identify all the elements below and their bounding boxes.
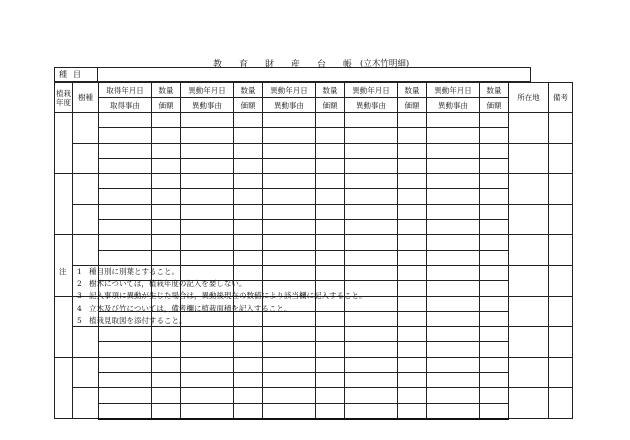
cell-suryo[interactable]: [152, 357, 181, 372]
cell-kagaku[interactable]: [152, 128, 181, 143]
note-text: 植栽見取図を添付すること。: [89, 315, 187, 325]
ledger-table: [54, 82, 573, 420]
table-row: [55, 250, 573, 265]
cell-date[interactable]: [345, 143, 398, 158]
cell-reason[interactable]: [345, 342, 398, 357]
note-text: 種目別に別葉とすること。: [89, 267, 179, 276]
cell-suryo[interactable]: [234, 235, 263, 250]
cell-kagaku[interactable]: [152, 220, 181, 235]
cell-suryo[interactable]: [316, 235, 345, 250]
header-ido-reason-3: 異動事由: [345, 98, 398, 113]
cell-shozaichi[interactable]: [509, 327, 549, 358]
cell-reason[interactable]: [345, 220, 398, 235]
cell-suryo[interactable]: [398, 174, 427, 189]
cell-suryo[interactable]: [234, 143, 263, 158]
header-row-2: [55, 98, 573, 113]
cell-kagaku[interactable]: [480, 403, 509, 419]
header-row-1: [55, 83, 573, 98]
cell-reason[interactable]: [181, 128, 234, 143]
note-num: 5: [77, 315, 82, 325]
cell-reason[interactable]: [345, 403, 398, 419]
note-text: 記入事項に異動が生じた場合は，異動後現在の数値により該当欄に記入すること。: [89, 291, 367, 301]
table-row: [55, 373, 573, 388]
cell-suryo[interactable]: [152, 174, 181, 189]
cell-date[interactable]: [181, 113, 234, 128]
header-suryo-1: 数量: [152, 83, 181, 98]
cell-date[interactable]: [99, 235, 152, 250]
cell-shozaichi[interactable]: [509, 204, 549, 235]
cell-biko[interactable]: [549, 296, 573, 327]
cell-shozaichi[interactable]: [509, 388, 549, 419]
cell-reason[interactable]: [427, 189, 480, 204]
cell-kagaku[interactable]: [398, 250, 427, 265]
cell-shozaichi[interactable]: [509, 235, 549, 266]
cell-reason[interactable]: [427, 128, 480, 143]
note-text: 樹木については，植栽年度の記入を要しない。: [89, 279, 247, 289]
cell-shokusai-nendo[interactable]: [55, 174, 73, 235]
cell-date[interactable]: [99, 143, 152, 158]
cell-date[interactable]: [427, 113, 480, 128]
cell-reason[interactable]: [345, 128, 398, 143]
cell-suryo[interactable]: [398, 388, 427, 403]
cell-suryo[interactable]: [152, 235, 181, 250]
cell-reason[interactable]: [99, 189, 152, 204]
cell-kagaku[interactable]: [152, 158, 181, 173]
cell-suryo[interactable]: [234, 174, 263, 189]
cell-kagaku[interactable]: [234, 373, 263, 388]
cell-suryo[interactable]: [316, 143, 345, 158]
cell-biko[interactable]: [549, 357, 573, 388]
note-item: [59, 315, 367, 327]
cell-biko[interactable]: [549, 174, 573, 205]
cell-kagaku[interactable]: [480, 342, 509, 357]
cell-suryo[interactable]: [152, 388, 181, 403]
cell-suryo[interactable]: [152, 143, 181, 158]
cell-kagaku[interactable]: [316, 342, 345, 357]
cell-date[interactable]: [263, 327, 316, 342]
cell-reason[interactable]: [99, 373, 152, 388]
cell-suryo[interactable]: [234, 388, 263, 403]
cell-reason[interactable]: [263, 189, 316, 204]
cell-suryo[interactable]: [480, 296, 509, 311]
note-num: 1: [77, 267, 82, 276]
cell-date[interactable]: [345, 174, 398, 189]
table-row: [55, 342, 573, 357]
cell-shozaichi[interactable]: [509, 357, 549, 388]
cell-kagaku[interactable]: [152, 403, 181, 419]
cell-jushu[interactable]: [73, 327, 99, 358]
cell-date[interactable]: [345, 388, 398, 403]
cell-date[interactable]: [427, 174, 480, 189]
cell-kagaku[interactable]: [316, 158, 345, 173]
table-row: [55, 388, 573, 403]
cell-suryo[interactable]: [398, 265, 427, 280]
cell-jushu[interactable]: [73, 357, 99, 388]
cell-reason[interactable]: [99, 342, 152, 357]
note-lead: 注: [59, 267, 67, 276]
cell-date[interactable]: [427, 357, 480, 372]
cell-shokusai-nendo[interactable]: [55, 113, 73, 174]
cell-kagaku[interactable]: [480, 128, 509, 143]
cell-reason[interactable]: [427, 342, 480, 357]
cell-reason[interactable]: [345, 158, 398, 173]
cell-date[interactable]: [427, 296, 480, 311]
cell-biko[interactable]: [549, 388, 573, 419]
cell-suryo[interactable]: [398, 357, 427, 372]
header-biko: 備考: [549, 83, 573, 113]
cell-reason[interactable]: [181, 403, 234, 419]
cell-suryo[interactable]: [152, 327, 181, 342]
cell-reason[interactable]: [181, 220, 234, 235]
cell-date[interactable]: [263, 388, 316, 403]
cell-biko[interactable]: [549, 143, 573, 174]
cell-reason[interactable]: [99, 250, 152, 265]
cell-kagaku[interactable]: [398, 342, 427, 357]
cell-kagaku[interactable]: [316, 128, 345, 143]
cell-kagaku[interactable]: [234, 403, 263, 419]
cell-reason[interactable]: [345, 373, 398, 388]
cell-date[interactable]: [427, 204, 480, 219]
cell-kagaku[interactable]: [234, 342, 263, 357]
cell-reason[interactable]: [427, 311, 480, 326]
cell-kagaku[interactable]: [316, 220, 345, 235]
cell-jushu[interactable]: [73, 143, 99, 174]
cell-suryo[interactable]: [398, 204, 427, 219]
cell-suryo[interactable]: [480, 265, 509, 280]
cell-date[interactable]: [345, 235, 398, 250]
cell-reason[interactable]: [181, 373, 234, 388]
header-ido-date-2: 異動年月日: [263, 83, 316, 98]
cell-kagaku[interactable]: [152, 189, 181, 204]
table-row: [55, 143, 573, 158]
shumoku-label: 種目: [54, 67, 97, 82]
cell-biko[interactable]: [549, 327, 573, 358]
header-jushu: 樹種: [73, 83, 99, 113]
cell-kagaku[interactable]: [316, 189, 345, 204]
shumoku-value-field[interactable]: [97, 67, 531, 82]
cell-date[interactable]: [181, 357, 234, 372]
cell-kagaku[interactable]: [234, 128, 263, 143]
table-row: [55, 158, 573, 173]
cell-date[interactable]: [181, 174, 234, 189]
cell-kagaku[interactable]: [152, 373, 181, 388]
header-ido-date-1: 異動年月日: [181, 83, 234, 98]
note-item: [59, 290, 367, 302]
header-shutoku-reason: 取得事由: [99, 98, 152, 113]
cell-date[interactable]: [99, 174, 152, 189]
cell-kagaku[interactable]: [398, 373, 427, 388]
table-row: [55, 235, 573, 250]
cell-reason[interactable]: [427, 281, 480, 296]
header-suryo-5: 数量: [480, 83, 509, 98]
cell-reason[interactable]: [427, 403, 480, 419]
table-row: [55, 174, 573, 189]
cell-jushu[interactable]: [73, 204, 99, 235]
cell-biko[interactable]: [549, 235, 573, 266]
cell-suryo[interactable]: [480, 235, 509, 250]
cell-kagaku[interactable]: [234, 220, 263, 235]
cell-kagaku[interactable]: [480, 281, 509, 296]
cell-date[interactable]: [345, 327, 398, 342]
cell-kagaku[interactable]: [398, 220, 427, 235]
cell-date[interactable]: [181, 327, 234, 342]
cell-suryo[interactable]: [152, 204, 181, 219]
cell-suryo[interactable]: [234, 113, 263, 128]
cell-suryo[interactable]: [234, 204, 263, 219]
cell-date[interactable]: [263, 143, 316, 158]
cell-suryo[interactable]: [480, 113, 509, 128]
cell-date[interactable]: [345, 204, 398, 219]
cell-date[interactable]: [427, 143, 480, 158]
cell-date[interactable]: [345, 113, 398, 128]
note-item: [59, 266, 367, 278]
cell-kagaku[interactable]: [152, 342, 181, 357]
cell-reason[interactable]: [345, 250, 398, 265]
cell-date[interactable]: [263, 113, 316, 128]
cell-kagaku[interactable]: [234, 189, 263, 204]
cell-shozaichi[interactable]: [509, 113, 549, 144]
cell-kagaku[interactable]: [234, 158, 263, 173]
cell-suryo[interactable]: [398, 143, 427, 158]
cell-date[interactable]: [345, 357, 398, 372]
header-ido-reason-2: 異動事由: [263, 98, 316, 113]
cell-date[interactable]: [181, 204, 234, 219]
cell-suryo[interactable]: [480, 143, 509, 158]
notes: [59, 266, 367, 327]
header-kagaku-4: 価額: [398, 98, 427, 113]
cell-suryo[interactable]: [316, 357, 345, 372]
header-shokusai-nendo: 植栽年度: [55, 83, 73, 113]
header-ido-reason-4: 異動事由: [427, 98, 480, 113]
cell-reason[interactable]: [263, 373, 316, 388]
cell-reason[interactable]: [263, 403, 316, 419]
header-shutoku-date: 取得年月日: [99, 83, 152, 98]
cell-kagaku[interactable]: [398, 158, 427, 173]
cell-shozaichi[interactable]: [509, 296, 549, 327]
cell-reason[interactable]: [99, 220, 152, 235]
cell-kagaku[interactable]: [316, 250, 345, 265]
cell-reason[interactable]: [263, 250, 316, 265]
cell-kagaku[interactable]: [398, 128, 427, 143]
cell-suryo[interactable]: [480, 388, 509, 403]
cell-reason[interactable]: [427, 250, 480, 265]
header-ido-date-3: 異動年月日: [345, 83, 398, 98]
note-item: [59, 278, 367, 290]
cell-jushu[interactable]: [73, 113, 99, 144]
cell-kagaku[interactable]: [398, 403, 427, 419]
cell-suryo[interactable]: [398, 235, 427, 250]
cell-kagaku[interactable]: [398, 281, 427, 296]
cell-suryo[interactable]: [480, 357, 509, 372]
cell-suryo[interactable]: [152, 113, 181, 128]
cell-jushu[interactable]: [73, 235, 99, 266]
cell-date[interactable]: [99, 388, 152, 403]
cell-kagaku[interactable]: [480, 189, 509, 204]
note-item: [59, 303, 367, 315]
cell-jushu[interactable]: [73, 174, 99, 205]
note-num: 3: [77, 291, 82, 301]
cell-kagaku[interactable]: [398, 189, 427, 204]
cell-suryo[interactable]: [316, 327, 345, 342]
cell-suryo[interactable]: [398, 327, 427, 342]
cell-shozaichi[interactable]: [509, 265, 549, 296]
cell-suryo[interactable]: [398, 296, 427, 311]
cell-date[interactable]: [99, 204, 152, 219]
cell-date[interactable]: [263, 235, 316, 250]
cell-biko[interactable]: [549, 113, 573, 144]
cell-reason[interactable]: [427, 220, 480, 235]
cell-kagaku[interactable]: [316, 403, 345, 419]
cell-suryo[interactable]: [316, 174, 345, 189]
cell-suryo[interactable]: [480, 204, 509, 219]
table-row: [55, 113, 573, 128]
cell-shozaichi[interactable]: [509, 174, 549, 205]
cell-biko[interactable]: [549, 204, 573, 235]
cell-reason[interactable]: [99, 403, 152, 419]
table-row: [55, 403, 573, 419]
header-kagaku-2: 価額: [234, 98, 263, 113]
cell-reason[interactable]: [263, 158, 316, 173]
title-main: 教育財産台帳: [213, 60, 370, 70]
cell-kagaku[interactable]: [480, 373, 509, 388]
cell-date[interactable]: [181, 143, 234, 158]
cell-kagaku[interactable]: [480, 311, 509, 326]
cell-suryo[interactable]: [234, 327, 263, 342]
cell-date[interactable]: [263, 174, 316, 189]
header-kagaku-3: 価額: [316, 98, 345, 113]
table-row: [55, 128, 573, 143]
header-shozaichi: 所在地: [509, 83, 549, 113]
cell-reason[interactable]: [99, 158, 152, 173]
cell-jushu[interactable]: [73, 388, 99, 419]
cell-reason[interactable]: [263, 220, 316, 235]
cell-biko[interactable]: [549, 265, 573, 296]
note-text: 立木及び竹については，備考欄に植栽面積を記入すること。: [89, 303, 292, 313]
title-sub: (立木竹明細): [360, 59, 410, 69]
cell-suryo[interactable]: [398, 113, 427, 128]
header-ido-reason-1: 異動事由: [181, 98, 234, 113]
cell-date[interactable]: [263, 357, 316, 372]
cell-shozaichi[interactable]: [509, 143, 549, 174]
cell-date[interactable]: [263, 204, 316, 219]
cell-reason[interactable]: [263, 128, 316, 143]
header-kagaku-5: 価額: [480, 98, 509, 113]
cell-date[interactable]: [427, 388, 480, 403]
table-row: [55, 189, 573, 204]
cell-reason[interactable]: [427, 158, 480, 173]
cell-date[interactable]: [427, 235, 480, 250]
header-suryo-4: 数量: [398, 83, 427, 98]
cell-reason[interactable]: [181, 158, 234, 173]
cell-kagaku[interactable]: [480, 158, 509, 173]
cell-suryo[interactable]: [316, 204, 345, 219]
cell-suryo[interactable]: [234, 357, 263, 372]
cell-suryo[interactable]: [480, 327, 509, 342]
note-num: 2: [77, 279, 82, 289]
table-row: [55, 204, 573, 219]
cell-kagaku[interactable]: [152, 250, 181, 265]
cell-date[interactable]: [99, 327, 152, 342]
cell-date[interactable]: [99, 357, 152, 372]
cell-date[interactable]: [427, 327, 480, 342]
header-suryo-3: 数量: [316, 83, 345, 98]
cell-kagaku[interactable]: [234, 250, 263, 265]
cell-date[interactable]: [99, 113, 152, 128]
table-row: [55, 327, 573, 342]
cell-reason[interactable]: [263, 342, 316, 357]
table-row: [55, 220, 573, 235]
header-kagaku-1: 価額: [152, 98, 181, 113]
cell-kagaku[interactable]: [398, 311, 427, 326]
cell-shokusai-nendo[interactable]: [55, 357, 73, 419]
header-ido-date-4: 異動年月日: [427, 83, 480, 98]
cell-reason[interactable]: [345, 189, 398, 204]
cell-reason[interactable]: [181, 342, 234, 357]
cell-kagaku[interactable]: [480, 250, 509, 265]
cell-reason[interactable]: [181, 189, 234, 204]
cell-reason[interactable]: [181, 250, 234, 265]
header-suryo-2: 数量: [234, 83, 263, 98]
cell-date[interactable]: [427, 265, 480, 280]
cell-suryo[interactable]: [480, 174, 509, 189]
cell-reason[interactable]: [99, 128, 152, 143]
cell-kagaku[interactable]: [480, 220, 509, 235]
cell-date[interactable]: [181, 388, 234, 403]
note-num: 4: [77, 303, 82, 313]
table-row: [55, 357, 573, 372]
cell-suryo[interactable]: [316, 113, 345, 128]
cell-reason[interactable]: [427, 373, 480, 388]
cell-date[interactable]: [181, 235, 234, 250]
cell-suryo[interactable]: [316, 388, 345, 403]
cell-kagaku[interactable]: [316, 373, 345, 388]
